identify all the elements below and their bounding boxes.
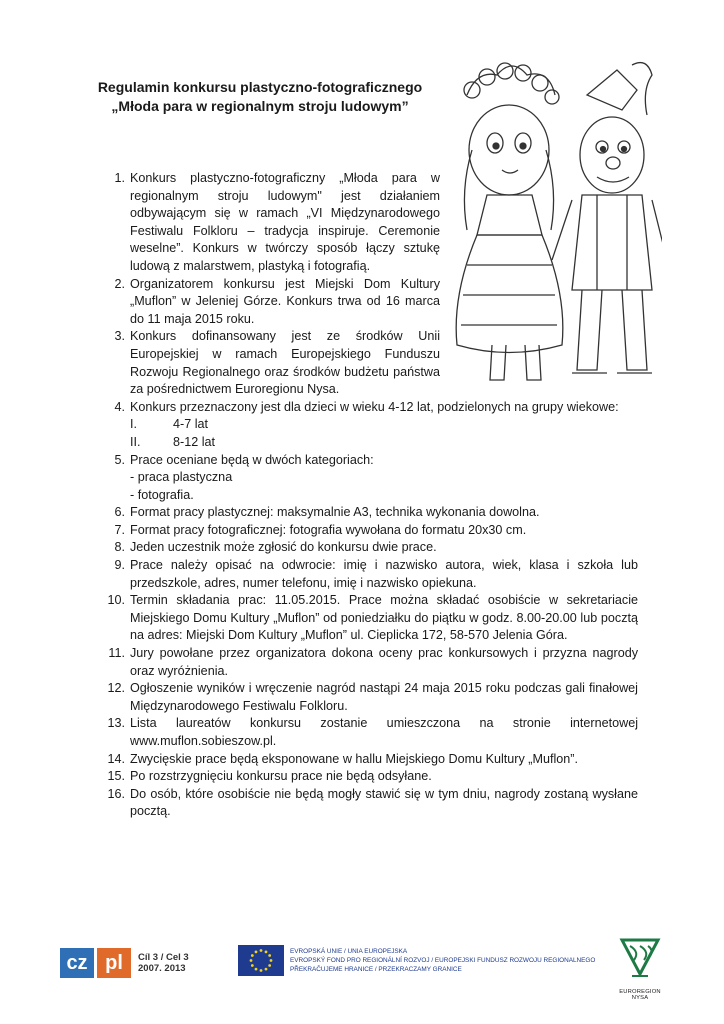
eu-star-icon — [268, 954, 271, 957]
rule-text: Konkurs plastyczno-fotograficzny „Młoda para w regionalnym stroju ludowym" jest działaniem odbywającym się w ramach „VI Międzynarodowego Festiwalu Folkloru – tradycja inspiruje. Ceremonie weselne”. Konkurs w twórczy sposób łączy sztukę ludową z malarstwem, plastyką i fotografią. — [130, 171, 440, 273]
eu-star-icon — [251, 954, 254, 957]
pl-logo-box: pl — [97, 948, 131, 978]
rule-text: Lista laureatów konkursu zostanie umieszczona na stronie internetowej www.muflon.sobieszow.pl. — [130, 716, 638, 748]
rule-item — [97, 276, 440, 329]
rule-item — [97, 680, 638, 715]
rule-number: 14. — [107, 751, 125, 766]
eu-logo — [238, 945, 595, 976]
eu-star-icon — [251, 964, 254, 967]
rule-number: 8. — [114, 540, 125, 555]
age-group-item — [130, 434, 638, 452]
rule-item — [97, 592, 638, 645]
rule-item — [97, 645, 638, 680]
rule-number: 15. — [107, 769, 125, 784]
rule-item — [97, 399, 638, 452]
czpl-logo — [60, 948, 189, 978]
rule-text: Konkurs przeznaczony jest dla dzieci w wieku 4-12 lat, podzielonych na grupy wiekowe: — [130, 399, 619, 414]
eu-star-icon — [265, 968, 268, 971]
rule-text: Po rozstrzygnięciu konkursu prace nie będą odsyłane. — [130, 769, 432, 784]
rule-text: Format pracy fotograficznej: fotografia wywołana do formatu 20x30 cm. — [130, 522, 527, 537]
rule-number: 16. — [107, 786, 125, 801]
eu-star-icon — [270, 959, 273, 962]
rule-number: 4. — [114, 399, 125, 414]
eu-line-3: PŘEKRAČUJEME HRANICE / PRZEKRACZAMY GRANICE — [290, 966, 462, 973]
age-group-text: 4-7 lat — [173, 417, 209, 432]
title-line-2: „Młoda para w regionalnym stroju ludowym” — [111, 98, 409, 114]
eu-line-2: EVROPSKÝ FOND PRO REGIONÁLNÍ ROZVOJ / EUROPEJSKI FUNDUSZ ROZWOJU REGIONALNEGO — [290, 957, 596, 964]
rule-number: 3. — [114, 329, 125, 344]
eu-star-icon — [255, 950, 258, 953]
cel-3-line-1: Cíl 3 / Cel 3 — [138, 952, 189, 963]
rule-number: 2. — [114, 276, 125, 291]
rule-text: Do osób, które osobiście nie będą mogły stawić się w tym dniu, nagrody zostaną wysłane pocztą. — [130, 786, 638, 819]
rule-item — [97, 751, 638, 769]
rule-item — [97, 768, 638, 786]
rule-number: 7. — [114, 522, 125, 537]
euroregion-nysa-logo — [612, 936, 668, 1001]
rule-number: 1. — [114, 171, 125, 185]
rules-list — [97, 170, 638, 821]
rule-item — [97, 557, 638, 592]
rule-number: 13. — [107, 716, 125, 731]
eu-star-icon — [250, 959, 253, 962]
cel-3-line-2: 2007. 2013 — [138, 963, 186, 974]
category-item: - praca plastyczna — [130, 470, 233, 485]
rule-item — [97, 715, 638, 750]
rule-item — [97, 170, 440, 276]
rule-number: 5. — [114, 452, 125, 467]
eu-flag-icon — [238, 945, 284, 976]
rule-item — [97, 452, 638, 505]
rule-number: 9. — [114, 558, 125, 573]
rule-item — [97, 522, 638, 540]
rule-text: Jeden uczestnik może zgłosić do konkursu dwie prace. — [130, 540, 437, 555]
rule-text: Format pracy plastycznej: maksymalnie A3, technika wykonania dowolna. — [130, 505, 540, 520]
eu-star-icon — [260, 969, 263, 972]
age-group-roman: II. — [130, 434, 141, 449]
rule-text: Organizatorem konkursu jest Miejski Dom Kultury „Muflon” w Jeleniej Górze. Konkurs trwa od 16 marca do 11 maja 2015 roku. — [130, 276, 440, 326]
age-group-item — [130, 416, 638, 434]
rule-text: Prace należy opisać na odwrocie: imię i nazwisko autora, wiek, klasa i szkoła lub przedszkole, adres, numer telefonu, imię i nazwisko opiekuna. — [130, 558, 638, 590]
eu-caption — [290, 947, 595, 974]
rule-item — [97, 504, 638, 522]
rule-text: Zwycięskie prace będą eksponowane w hallu Miejskiego Domu Kultury „Muflon”. — [130, 751, 578, 766]
age-group-text: 8-12 lat — [173, 434, 216, 449]
rule-item — [97, 539, 638, 557]
eu-line-1: EVROPSKÁ UNIE / UNIA EUROPEJSKA — [290, 948, 408, 955]
nysa-caption: EUROREGION NYSA — [619, 989, 661, 1001]
rule-number: 12. — [107, 681, 125, 696]
rule-text: Prace oceniane będą w dwóch kategoriach: — [130, 452, 374, 467]
rule-text: Jury powołane przez organizatora dokona oceny prac konkursowych i przyzna nagrody oraz wyróżnienia. — [130, 646, 638, 678]
rule-item — [97, 786, 638, 821]
eu-star-icon — [260, 949, 263, 952]
cz-logo-box: cz — [60, 948, 94, 978]
rule-item — [97, 328, 440, 398]
footer-logos — [0, 930, 724, 1000]
eu-star-icon — [265, 950, 268, 953]
rule-text: Konkurs dofinansowany jest ze środków Unii Europejskiej w ramach Europejskiego Funduszu Rozwoju Regionalnego oraz środków budżetu państwa za pośrednictwem Euroregionu Nysa. — [130, 329, 440, 397]
category-item: - fotografia. — [130, 487, 194, 502]
age-group-roman: I. — [130, 417, 137, 432]
document-title — [60, 78, 460, 116]
rule-number: 10. — [107, 593, 125, 608]
title-line-1: Regulamin konkursu plastyczno-fotograficznego — [97, 79, 423, 95]
rule-text: Termin składania prac: 11.05.2015. Prace można składać osobiście w sekretariacie Miejskiego Domu Kultury „Muflon” od poniedziałku do piątku w godz. 8.00-20.00 lub pocztą na adres: Miejski Dom Kultury „Muflon” ul. Cieplicka 172, 58-570 Jelenia Góra. — [130, 593, 638, 643]
rule-number: 11. — [108, 646, 125, 661]
cel-3-caption — [138, 952, 189, 974]
rule-number: 6. — [114, 505, 125, 520]
eu-star-icon — [255, 968, 258, 971]
rule-text: Ogłoszenie wyników i wręczenie nagród nastąpi 24 maja 2015 roku podczas gali finałowej Międzynarodowego Festiwalu Folkloru. — [130, 681, 638, 713]
eu-star-icon — [268, 964, 271, 967]
nysa-emblem-icon — [618, 936, 662, 982]
